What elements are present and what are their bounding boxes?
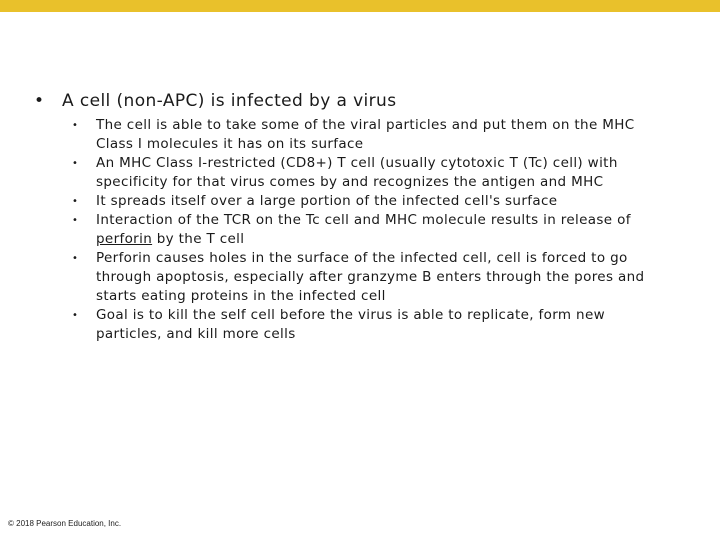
bullet-dot: • <box>72 253 79 264</box>
bullet-dot: • <box>72 196 79 207</box>
sub-bullet <box>70 249 670 306</box>
copyright-footer: © 2018 Pearson Education, Inc. <box>8 519 122 528</box>
sub-bullet-text-after: by the T cell <box>152 231 245 247</box>
perforin-term: perforin <box>96 231 153 247</box>
sub-bullet-list <box>70 116 670 344</box>
main-bullet-text: A cell (non-APC) is infected by a virus <box>62 91 397 111</box>
bullet-dot: • <box>72 158 79 169</box>
sub-bullet-text: It spreads itself over a large portion of the infected cell's surface <box>96 193 558 209</box>
sub-bullet <box>70 154 670 192</box>
sub-bullet-text: Goal is to kill the self cell before the virus is able to replicate, form new particles, and kill more cells <box>96 307 606 342</box>
sub-bullet-text: An MHC Class I-restricted (CD8+) T cell (usually cytotoxic T (Tc) cell) with specificity for that virus comes by and recognizes the antigen and MHC <box>96 155 618 190</box>
bullet-dot: • <box>72 310 79 321</box>
sub-bullet <box>70 211 670 249</box>
sub-bullet <box>70 116 670 154</box>
sub-bullet-text: Perforin causes holes in the surface of the infected cell, cell is forced to go through apoptosis, especially after granzyme B enters through the pores and starts eating proteins in the infected cell <box>96 250 645 304</box>
bullet-dot: • <box>72 215 79 226</box>
main-bullet <box>34 90 684 112</box>
sub-bullet-text-before: Interaction of the TCR on the Tc cell and MHC molecule results in release of <box>96 212 631 228</box>
bullet-dot: • <box>72 120 79 131</box>
sub-bullet <box>70 192 670 211</box>
bullet-dot: • <box>34 91 45 111</box>
sub-bullet-text: The cell is able to take some of the viral particles and put them on the MHC Class I molecules it has on its surface <box>96 117 635 152</box>
sub-bullet <box>70 306 670 344</box>
